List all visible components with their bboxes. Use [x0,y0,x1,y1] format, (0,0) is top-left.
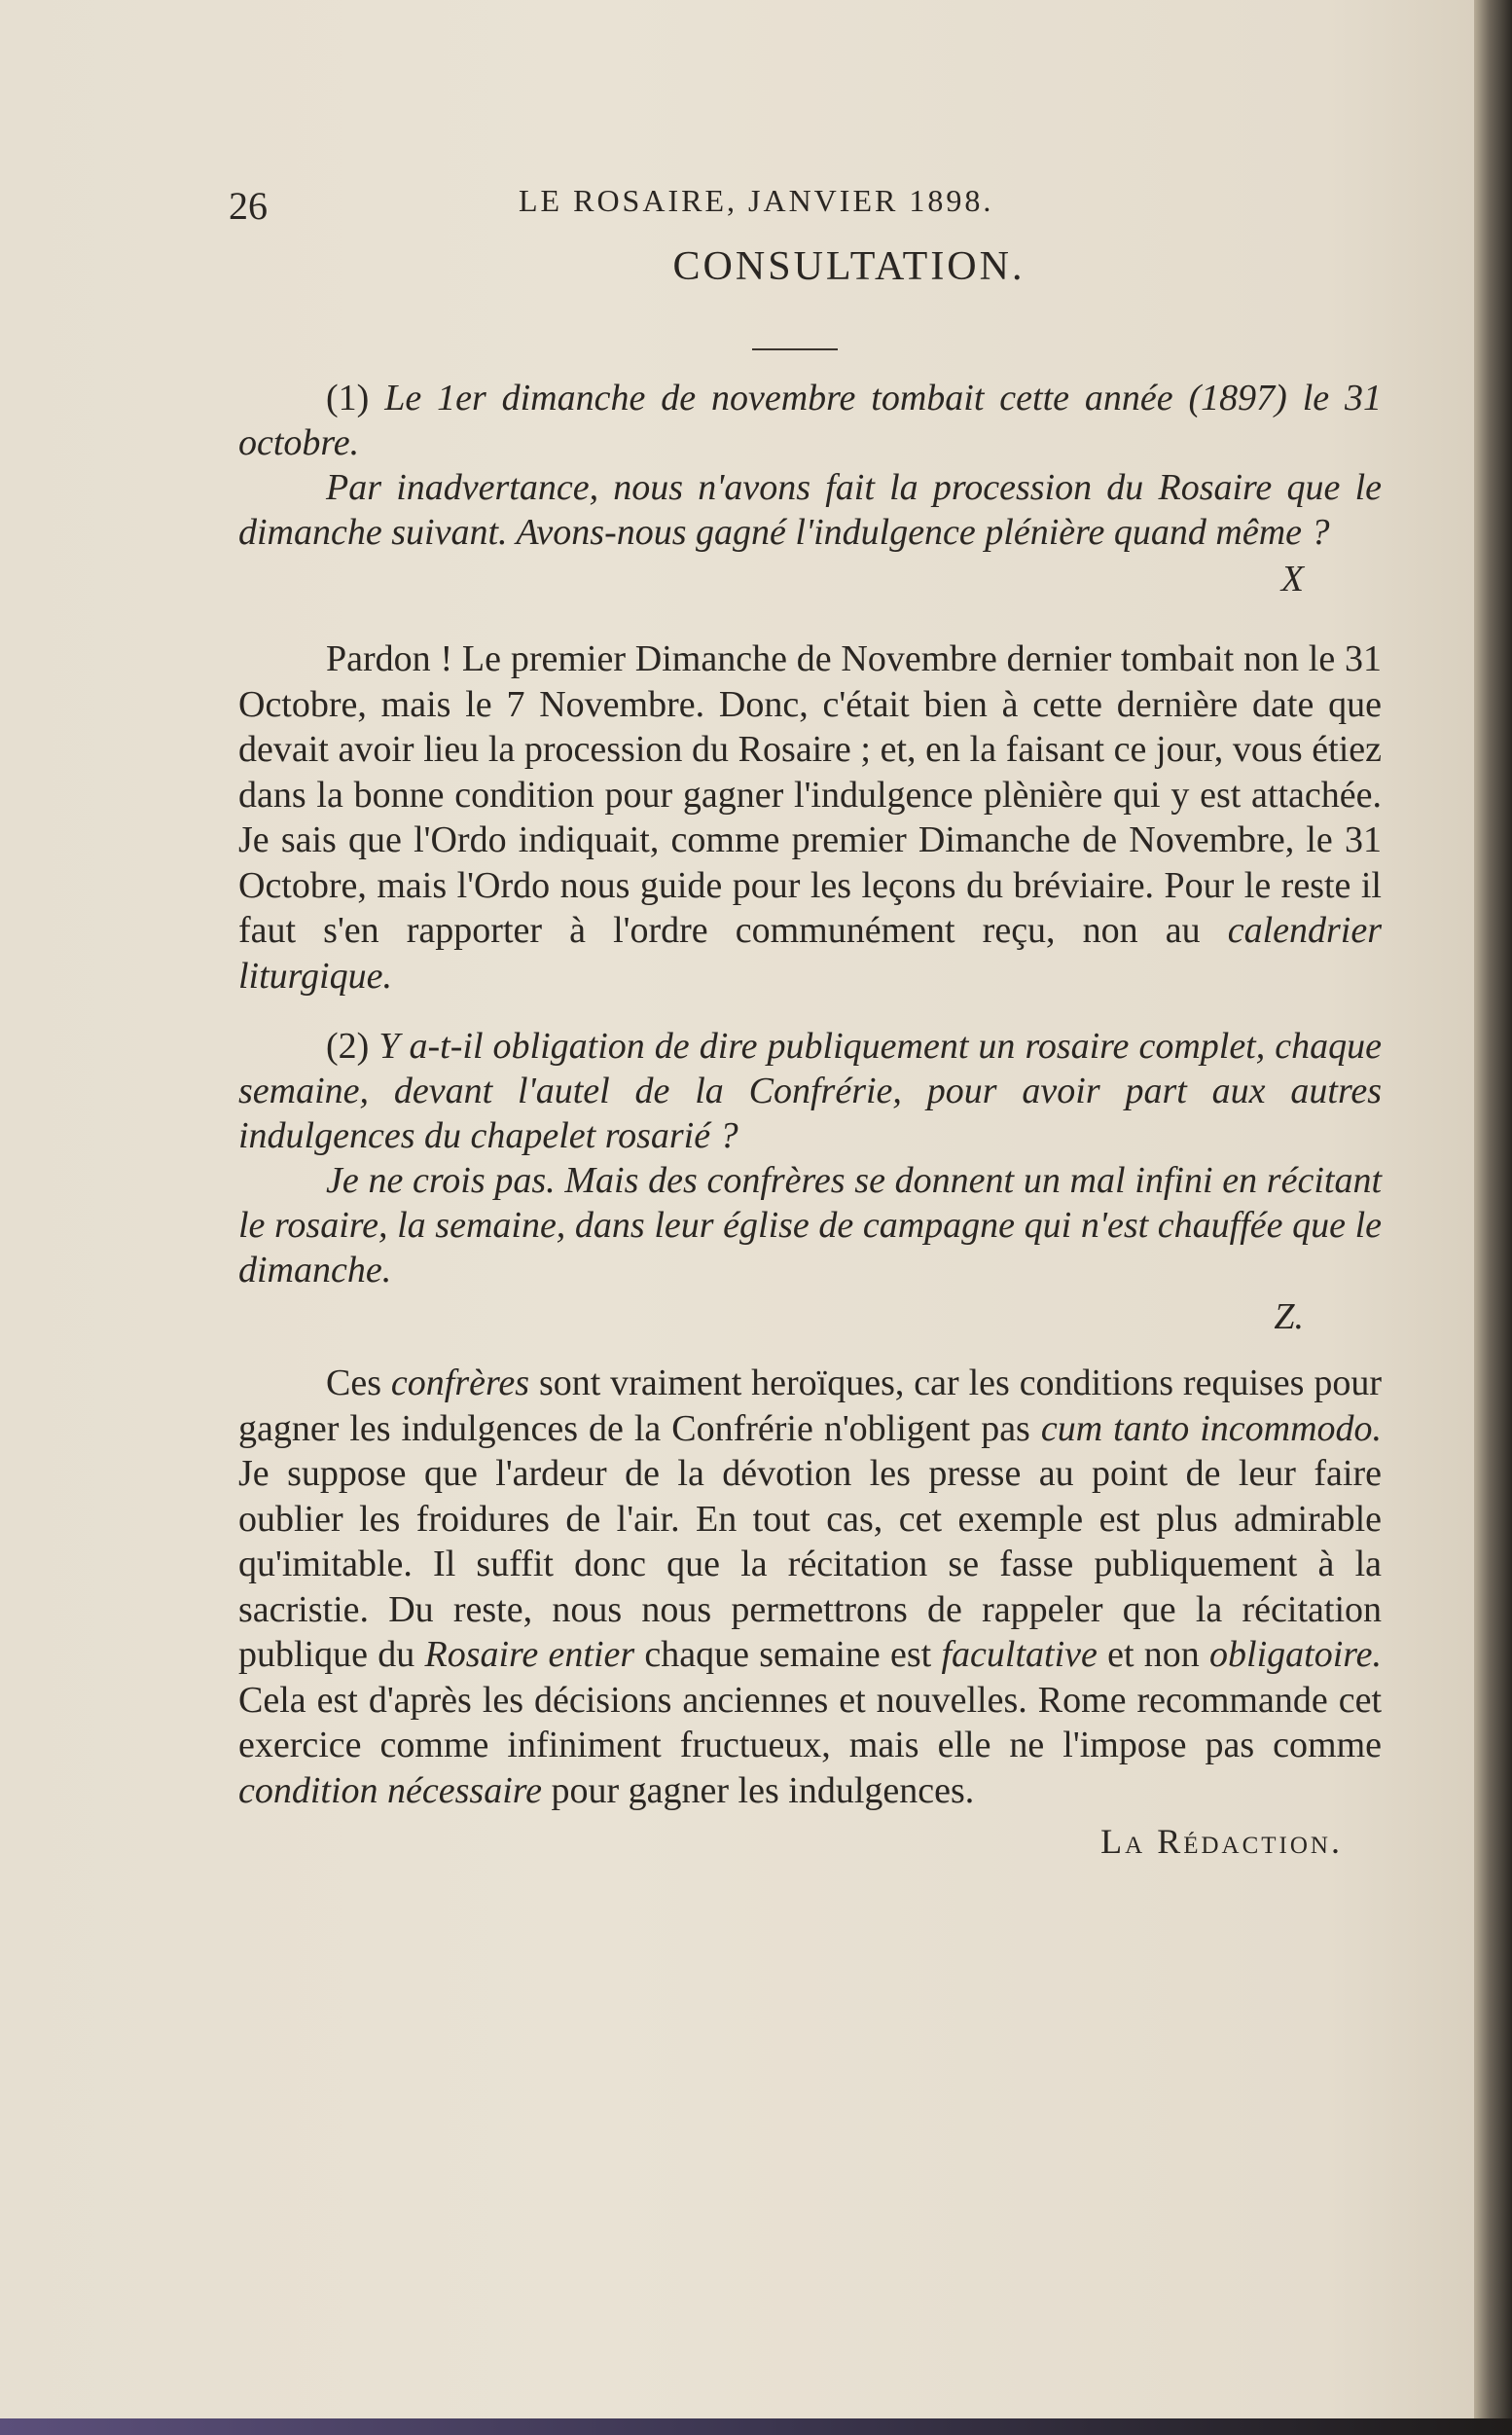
question-1-number: (1) [326,378,370,418]
page-content [229,175,1383,1862]
answer-2-seg-5: et non [1107,1634,1200,1675]
question-2-signature: Z. [1274,1296,1304,1337]
answer-1-text: Pardon ! Le premier Dimanche de Novembre dernier tombait non le 31 Octobre, mais le 7 Novembre. Donc, c'était bien à cette dernière date que devait avoir lieu la procession du Rosaire ; et, en la faisant ce jour, vous étiez dans la bonne condition pour gagner l'indulgence plènière qui y est attachée. Je sais que l'Ordo indiquait, comme premier Dimanche de Novembre, le 31 Octobre, mais l'Ordo nous guide pour les leçons du bréviaire. Pour le reste il faut s'en rapporter à l'ordre communément reçu, non au [238,638,1382,951]
question-1-text-2: Par inadvertance, nous n'avons fait la procession du Rosaire que le dimanche suivant. Avons-nous gagné l'indulgence plénière quand même ? [238,467,1382,553]
answer-2-italic-1: confrères [390,1363,530,1403]
question-2-line: Y a-t-il obligation de dire publiquement un rosaire complet, chaque semaine, devant l'autel de la Confrérie, pour avoir part aux autres indulgences du chapelet rosarié ? [238,1026,1383,1156]
answer-1 [238,636,1382,999]
question-2-text [238,1024,1382,1158]
page-number: 26 [229,184,268,228]
running-head [229,175,1382,234]
editorial-signature [238,1821,1382,1862]
book-edge-bottom [0,2418,1512,2435]
editorial-signature-text: La Rédaction. [1100,1822,1343,1861]
answer-2-seg-3: Je suppose que l'ardeur de la dévotion les presse au point de leur faire oublier les froidures de l'air. En tout cas, cet exemple est plus admirable qu'imitable. Il suffit donc que la récitation se fasse publiquement à la sacristie. Du reste, nous nous permettrons de rappeler que la récitation publique du [238,1453,1382,1675]
title-rule [752,348,838,350]
running-title: LE ROSAIRE, JANVIER 1898. [519,183,994,218]
book-edge-right [1474,0,1512,2435]
answer-2-italic-5: obligatoire. [1209,1634,1383,1675]
answer-2-italic-4: facultative [941,1634,1098,1675]
question-2 [238,1024,1382,1339]
answer-2-seg-4: chaque semaine est [644,1634,932,1675]
answer-2-seg-7: pour gagner les indulgences. [551,1769,975,1811]
question-1-signature: X [1280,559,1304,600]
answer-2-italic-2: cum tanto incommodo. [1040,1407,1383,1449]
answer-2-italic-3: Rosaire entier [424,1634,635,1675]
answer-1-italic: calendrier liturgique. [238,910,1382,997]
article-title: CONSULTATION. [672,244,1026,289]
answer-2-seg-6: Cela est d'après les décisions anciennes et nouvelles. Rome recommande cet exercice comme infiniment fructueux, mais elle ne l'impose pas comme [238,1679,1382,1765]
answer-2-seg-1: Ces [326,1363,381,1403]
question-1 [238,376,1382,601]
question-1-line: Le 1er dimanche de novembre tombait cette année (1897) le 31 octobre. [238,378,1383,463]
answer-2-seg-2: sont vraiment heroïques, car les conditions requises pour gagner les indulgences de la Confrérie n'obligent pas [238,1363,1382,1449]
answer-2-italic-6: condition nécessaire [238,1769,543,1811]
question-1-text [238,376,1382,465]
question-2-text-2: Je ne crois pas. Mais des confrères se donnent un mal infini en récitant le rosaire, la semaine, dans leur église de campagne qui n'est chauffée que le dimanche. [238,1160,1382,1290]
question-2-number: (2) [326,1026,370,1067]
answer-2 [238,1361,1382,1813]
